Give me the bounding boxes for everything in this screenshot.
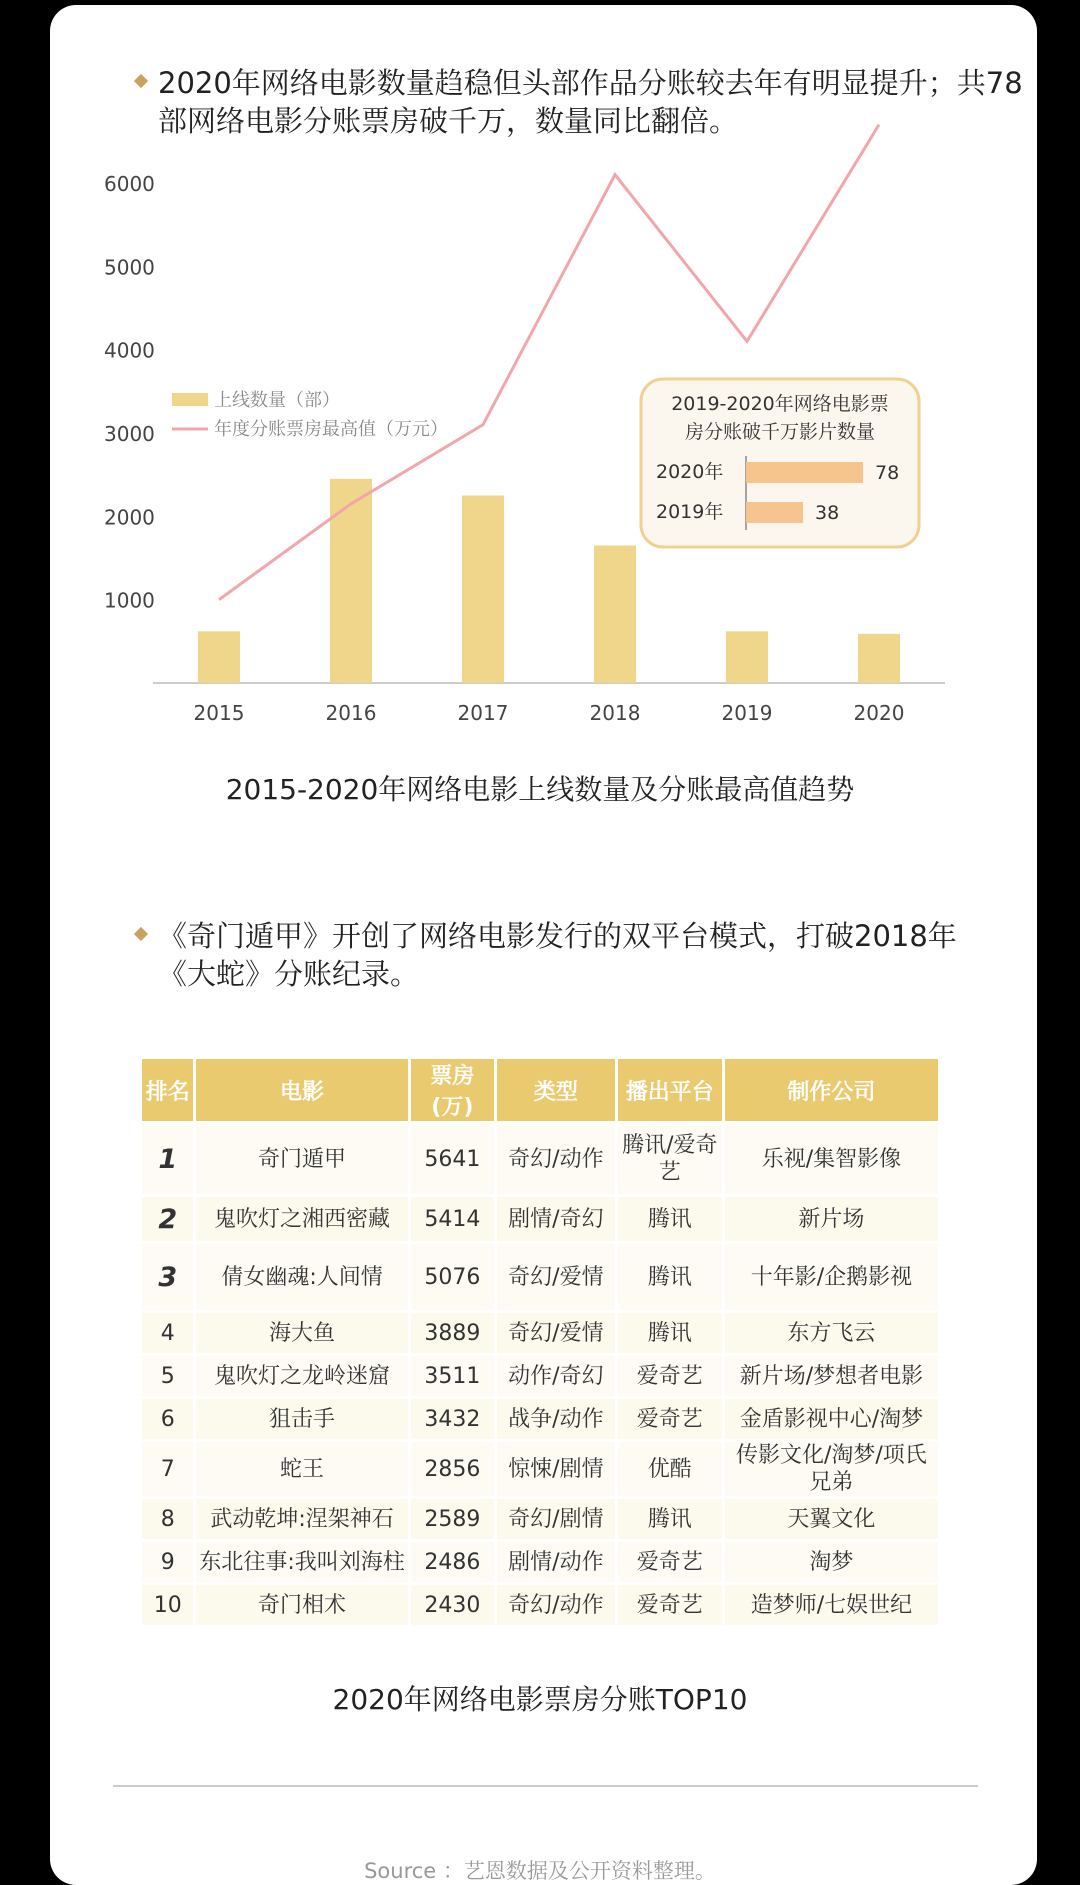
inset-title-line1: 2019-2020年网络电影票: [671, 393, 889, 415]
rank-cell: 7: [142, 1442, 196, 1496]
table-caption: 2020年网络电影票房分账TOP10: [0, 1678, 1080, 1718]
table-cell: 传影文化/淘梦/项氏兄弟: [725, 1442, 938, 1496]
table-cell: 2856: [411, 1442, 497, 1496]
table-cell: 金盾影视中心/淘梦: [725, 1399, 938, 1439]
table-cell: 3511: [411, 1356, 497, 1396]
table-cell: 3432: [411, 1399, 497, 1439]
rank-cell: 10: [142, 1585, 196, 1625]
table-cell: 爱奇艺: [618, 1356, 725, 1396]
rank-cell: 8: [142, 1499, 196, 1539]
y-tick-label: 1000: [104, 589, 155, 613]
table-row: [142, 1124, 938, 1194]
table-row: [142, 1197, 938, 1241]
inset-category-label: 2020年: [656, 461, 723, 483]
table-cell: 5076: [411, 1244, 497, 1310]
table-cell: 2486: [411, 1542, 497, 1582]
table-cell: 腾讯: [618, 1197, 725, 1241]
table-cell: 新片场/梦想者电影: [725, 1356, 938, 1396]
trend-chart: [0, 0, 1080, 760]
x-tick-label: 2020: [854, 701, 905, 725]
inset-bar-2019年: [746, 502, 803, 523]
table-cell: 剧情/动作: [497, 1542, 618, 1582]
table-cell: 东方飞云: [725, 1313, 938, 1353]
source-note: Source ：艺恩数据及公开资料整理。: [0, 1855, 1080, 1885]
bar-2016: [330, 479, 372, 683]
y-tick-label: 6000: [104, 172, 155, 196]
table-row: [142, 1356, 938, 1396]
table-cell: 淘梦: [725, 1542, 938, 1582]
top10-table: [142, 1056, 938, 1628]
legend-swatch-bar: [172, 393, 208, 406]
table-cell: 动作/奇幻: [497, 1356, 618, 1396]
column-header: 电影: [196, 1059, 410, 1121]
table-cell: 3889: [411, 1313, 497, 1353]
table-cell: 惊悚/剧情: [497, 1442, 618, 1496]
table-cell: 奇门遁甲: [196, 1124, 410, 1194]
rank-cell: 3: [142, 1244, 196, 1310]
column-header: 播出平台: [618, 1059, 725, 1121]
table-cell: 腾讯: [618, 1499, 725, 1539]
column-header: 排名: [142, 1059, 196, 1121]
x-tick-label: 2017: [458, 701, 509, 725]
table-cell: 造梦师/七娱世纪: [725, 1585, 938, 1625]
table-cell: 奇幻/爱情: [497, 1244, 618, 1310]
table-cell: 海大鱼: [196, 1313, 410, 1353]
table-cell: 奇幻/爱情: [497, 1313, 618, 1353]
y-tick-label: 4000: [104, 339, 155, 363]
inset-title-line2: 房分账破千万影片数量: [685, 421, 875, 443]
table-cell: 新片场: [725, 1197, 938, 1241]
table-row: [142, 1399, 938, 1439]
table-cell: 腾讯: [618, 1244, 725, 1310]
table-cell: 乐视/集智影像: [725, 1124, 938, 1194]
table-row: [142, 1585, 938, 1625]
table-cell: 腾讯: [618, 1313, 725, 1353]
legend-label-bar: 上线数量（部）: [214, 390, 340, 411]
column-header: 类型: [497, 1059, 618, 1121]
bar-2017: [462, 496, 504, 684]
table-cell: 东北往事:我叫刘海柱: [196, 1542, 410, 1582]
bar-2020: [858, 634, 900, 683]
rank-cell: 5: [142, 1356, 196, 1396]
rank-cell: 1: [142, 1124, 196, 1194]
table-row: [142, 1542, 938, 1582]
rank-cell: 9: [142, 1542, 196, 1582]
inset-value-label: 38: [815, 502, 839, 524]
headline-text: 2020年网络电影数量趋稳但头部作品分账较去年有明显提升；共78部网络电影分账票房破千万，数量同比翻倍。: [158, 66, 1023, 138]
table-cell: 5641: [411, 1124, 497, 1194]
table-row: [142, 1244, 938, 1310]
table-cell: 鬼吹灯之湘西密藏: [196, 1197, 410, 1241]
x-tick-label: 2018: [590, 701, 641, 725]
column-header: 制作公司: [725, 1059, 938, 1121]
table-cell: 奇门相术: [196, 1585, 410, 1625]
rank-cell: 4: [142, 1313, 196, 1353]
table-cell: 奇幻/动作: [497, 1585, 618, 1625]
table-cell: 2430: [411, 1585, 497, 1625]
table-cell: 倩女幽魂:人间情: [196, 1244, 410, 1310]
table-cell: 蛇王: [196, 1442, 410, 1496]
table-row: [142, 1313, 938, 1353]
rank-cell: 2: [142, 1197, 196, 1241]
bar-2018: [594, 546, 636, 684]
table-cell: 2589: [411, 1499, 497, 1539]
table-row: [142, 1499, 938, 1539]
chart-caption: 2015-2020年网络电影上线数量及分账最高值趋势: [0, 768, 1080, 808]
table-cell: 武动乾坤:涅架神石: [196, 1499, 410, 1539]
bar-2015: [198, 631, 240, 683]
divider: [113, 1785, 978, 1787]
table-cell: 腾讯/爱奇艺: [618, 1124, 725, 1194]
headline-text: 《奇门遁甲》开创了网络电影发行的双平台模式，打破2018年《大蛇》分账纪录。: [158, 919, 957, 991]
bar-2019: [726, 631, 768, 683]
table-header-row: [142, 1059, 938, 1121]
table-cell: 奇幻/剧情: [497, 1499, 618, 1539]
table-cell: 爱奇艺: [618, 1542, 725, 1582]
x-tick-label: 2016: [326, 701, 377, 725]
table-cell: 优酷: [618, 1442, 725, 1496]
table-cell: 爱奇艺: [618, 1585, 725, 1625]
table-cell: 战争/动作: [497, 1399, 618, 1439]
table-cell: 天翼文化: [725, 1499, 938, 1539]
x-tick-label: 2015: [194, 701, 245, 725]
table-cell: 鬼吹灯之龙岭迷窟: [196, 1356, 410, 1396]
rank-cell: 6: [142, 1399, 196, 1439]
table-cell: 狙击手: [196, 1399, 410, 1439]
y-tick-label: 5000: [104, 255, 155, 279]
table-cell: 剧情/奇幻: [497, 1197, 618, 1241]
table-cell: 爱奇艺: [618, 1399, 725, 1439]
x-tick-label: 2019: [722, 701, 773, 725]
table-cell: 奇幻/动作: [497, 1124, 618, 1194]
inset-value-label: 78: [875, 462, 899, 484]
headline-section2: [158, 917, 978, 993]
column-header: 票房(万): [411, 1059, 497, 1121]
inset-category-label: 2019年: [656, 501, 723, 523]
y-tick-label: 3000: [104, 422, 155, 446]
table-cell: 十年影/企鹅影视: [725, 1244, 938, 1310]
table-cell: 5414: [411, 1197, 497, 1241]
y-tick-label: 2000: [104, 505, 155, 529]
inset-bar-2020年: [746, 462, 863, 483]
legend-label-line: 年度分账票房最高值（万元）: [214, 418, 448, 440]
table-row: [142, 1442, 938, 1496]
